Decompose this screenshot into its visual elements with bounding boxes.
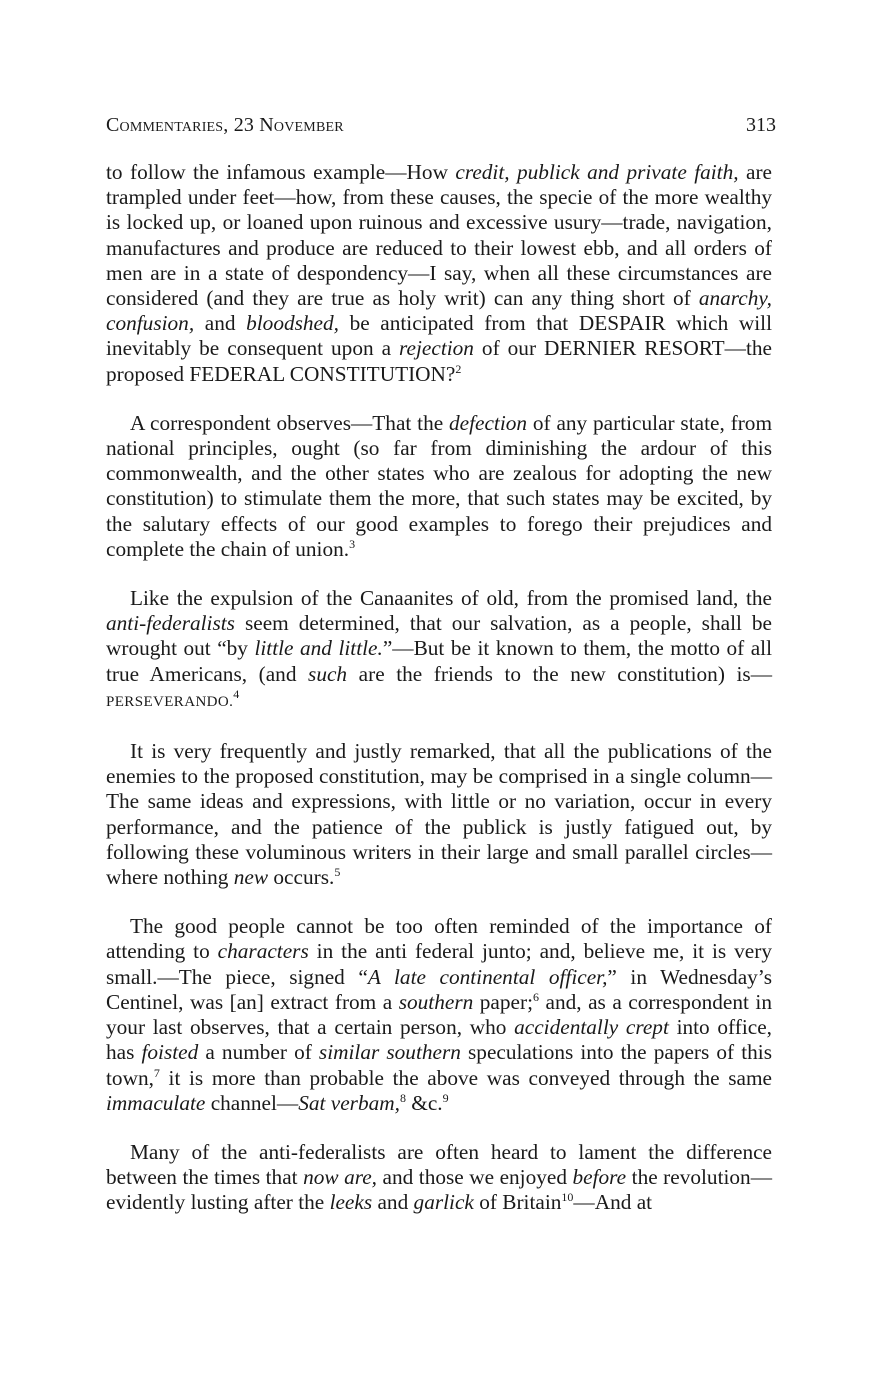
italic-text: credit, publick and private faith,: [455, 160, 739, 184]
italic-text: Sat verbam,: [298, 1090, 400, 1115]
text-run: occurs.: [268, 865, 335, 890]
text-run: a number of: [198, 1040, 319, 1065]
text-run: and: [372, 1190, 414, 1215]
text-run: Many of the anti-federalists are often heard to lament the difference between the times that: [106, 1139, 772, 1190]
italic-text: southern: [398, 989, 474, 1014]
text-run: ” in Wednesday’s Centinel, was [an] extract from a: [106, 964, 772, 1014]
body-text: [106, 160, 772, 1216]
italic-text: little and little.: [254, 636, 383, 661]
italic-text: characters: [217, 939, 309, 964]
small-caps-text: PERSEVERANDO.: [106, 693, 234, 710]
text-run: —And at: [573, 1190, 653, 1215]
paragraph: [106, 160, 772, 387]
italic-text: defection: [449, 410, 528, 435]
text-run: are trampled under feet—how, from these causes, the specie of the more wealthy is locked up, or loaned upon ruinous and excessive usury—trade, navigation, manufactures and produce are reduced to their lowest ebb, and all orders of men are in a state of despondency—I say, when all these circumstances are considered (and they are true as holy writ) can any thing short of: [106, 160, 772, 311]
text-run: channel—: [205, 1090, 299, 1115]
italic-text: garlick: [413, 1190, 474, 1215]
text-run: and: [194, 311, 247, 336]
italic-text: anti-federalists: [106, 611, 235, 636]
running-head: Commentaries, 23 November: [106, 114, 344, 136]
text-run: of any particular state, from national principles, ought (so far from diminishing the ardour of this commonwealth, and the other states who are zealous for adopting the new constitution) to stimulate them the more, that such states may be excited, by the salutary effects of our good examples to forego their prejudices and complete the chain of union.: [106, 410, 773, 561]
paragraph: [106, 1140, 772, 1216]
italic-text: such: [308, 661, 348, 686]
text-run: in the anti federal junto; and, believe me, it is very small.—The piece, signed “: [106, 939, 772, 989]
italic-text: foisted: [141, 1040, 199, 1065]
footnote-ref: 9: [442, 1090, 449, 1105]
italic-text: now are,: [303, 1165, 378, 1190]
footnote-ref: 8: [399, 1090, 406, 1105]
footnote-ref: 5: [334, 865, 341, 880]
italic-text: immaculate: [106, 1090, 206, 1115]
footnote-ref: 2: [455, 361, 462, 376]
text-run: be anticipated from that DESPAIR which will inevitably be consequent upon a: [106, 311, 772, 361]
footnote-ref: 4: [233, 686, 240, 701]
text-run: &c.: [405, 1090, 443, 1115]
text-run: Like the expulsion of the Canaanites of old, from the promised land, the: [130, 586, 772, 611]
footnote-ref: 3: [349, 536, 356, 551]
page-number: 313: [746, 114, 776, 136]
italic-text: leeks: [329, 1190, 373, 1215]
text-run: the revolution—evidently lusting after the: [106, 1165, 773, 1215]
text-run: A correspondent observes—That the: [130, 410, 449, 435]
italic-text: before: [572, 1165, 627, 1190]
italic-text: anarchy, confusion,: [106, 286, 772, 336]
italic-text: A late continental officer,: [367, 964, 608, 989]
text-run: seem determined, that our salvation, as a people, shall be wrought out “by: [106, 611, 772, 661]
text-run: The good people cannot be too often reminded of the importance of attending to: [106, 914, 772, 964]
footnote-ref: 7: [153, 1065, 160, 1080]
paragraph: [106, 586, 772, 715]
paragraph: [106, 411, 772, 562]
italic-text: rejection: [399, 336, 474, 361]
italic-text: bloodshed,: [246, 311, 339, 336]
text-run: speculations into the papers of this town,: [106, 1040, 773, 1090]
text-run: into office, has: [106, 1015, 772, 1065]
text-run: of our DERNIER RESORT—the proposed FEDERAL CONSTITUTION?: [106, 336, 772, 386]
paragraph: [106, 914, 772, 1116]
text-run: are the friends to the new constitution) is—: [347, 661, 772, 686]
italic-text: new: [233, 865, 269, 890]
text-run: it is more than probable the above was conveyed through the same: [159, 1065, 772, 1090]
text-run: and, as a correspondent in your last observes, that a certain person, who: [106, 989, 772, 1040]
italic-text: similar southern: [318, 1040, 461, 1065]
text-run: It is very frequently and justly remarked, that all the publications of the enemies to the proposed constitution, may be comprised in a single column—The same ideas and expressions, with little or no variation, occur in every performance, and the patience of the publick is justly fatigued out, by following these voluminous writers in their large and small parallel circles—where nothing: [106, 739, 772, 890]
footnote-ref: 6: [532, 989, 539, 1004]
text-run: ”—But be it known to them, the motto of all true Americans, (and: [106, 636, 773, 686]
footnote-ref: 10: [561, 1190, 574, 1205]
text-run: of Britain: [473, 1190, 562, 1215]
page-header: [106, 114, 776, 140]
text-run: to follow the infamous example—How: [106, 160, 456, 184]
italic-text: accidentally crept: [514, 1015, 669, 1040]
text-run: and those we enjoyed: [377, 1165, 573, 1190]
paragraph: [106, 739, 772, 890]
text-run: paper;: [473, 989, 533, 1014]
